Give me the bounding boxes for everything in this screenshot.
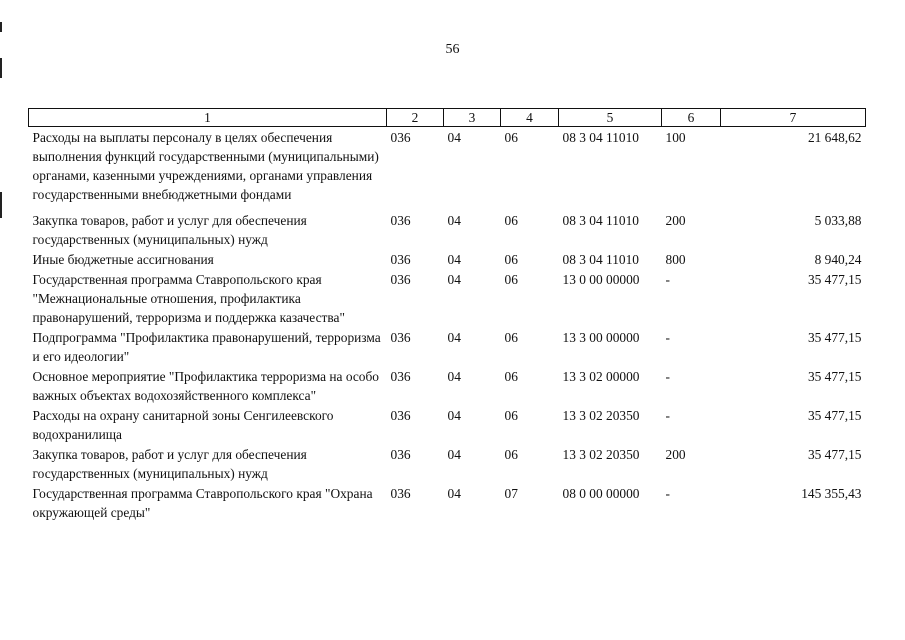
amount: 5 033,88 (814, 213, 862, 228)
target-article-code: 13 3 00 00000 (562, 330, 640, 345)
expense-type-code: - (665, 486, 670, 501)
target-article-code: 08 3 04 11010 (562, 213, 639, 228)
ministry-code: 036 (390, 272, 411, 287)
subsection-code: 06 (504, 130, 518, 145)
table-row (29, 127, 866, 211)
table-row (29, 366, 866, 405)
table-row (29, 405, 866, 444)
amount: 35 477,15 (807, 369, 862, 384)
expense-type-code: 200 (665, 447, 686, 462)
page-number: 56 (445, 42, 460, 57)
ministry-code: 036 (390, 330, 411, 345)
scan-edge-mark (0, 22, 2, 32)
subsection-code: 06 (504, 408, 518, 423)
table-row (29, 210, 866, 249)
amount: 35 477,15 (807, 447, 862, 462)
table-row (29, 483, 866, 522)
section-code: 04 (447, 213, 461, 228)
ministry-code: 036 (390, 213, 411, 228)
col-header: 3 (444, 109, 501, 127)
subsection-code: 06 (504, 272, 518, 287)
target-article-code: 13 3 02 00000 (562, 369, 640, 384)
table-row (29, 249, 866, 269)
table-row (29, 444, 866, 483)
ministry-code: 036 (390, 447, 411, 462)
subsection-code: 07 (504, 486, 518, 501)
amount: 8 940,24 (814, 252, 862, 267)
ministry-code: 036 (390, 369, 411, 384)
expense-type-code: - (665, 408, 670, 423)
ministry-code: 036 (390, 130, 411, 145)
section-code: 04 (447, 272, 461, 287)
ministry-code: 036 (390, 486, 411, 501)
col-header: 6 (662, 109, 721, 127)
section-code: 04 (447, 408, 461, 423)
section-code: 04 (447, 130, 461, 145)
expense-name: Государственная программа Ставропольского края "Межнациональные отношения, профилактика правонарушений, терроризма и поддержка казачества" (32, 272, 345, 325)
subsection-code: 06 (504, 252, 518, 267)
target-article-code: 08 3 04 11010 (562, 130, 639, 145)
target-article-code: 13 3 02 20350 (562, 447, 640, 462)
expense-type-code: 800 (665, 252, 686, 267)
col-header: 7 (721, 109, 866, 127)
col-header: 1 (29, 109, 387, 127)
expense-type-code: - (665, 330, 670, 345)
target-article-code: 08 0 00 00000 (562, 486, 640, 501)
budget-table (28, 108, 866, 522)
section-code: 04 (447, 252, 461, 267)
section-code: 04 (447, 486, 461, 501)
table-row (29, 327, 866, 366)
section-code: 04 (447, 447, 461, 462)
col-header: 4 (501, 109, 559, 127)
amount: 35 477,15 (807, 330, 862, 345)
expense-type-code: - (665, 369, 670, 384)
section-code: 04 (447, 330, 461, 345)
amount: 21 648,62 (807, 130, 862, 145)
expense-name: Закупка товаров, работ и услуг для обеспечения государственных (муниципальных) нужд (32, 213, 307, 247)
subsection-code: 06 (504, 213, 518, 228)
expense-type-code: - (665, 272, 670, 287)
subsection-code: 06 (504, 369, 518, 384)
amount: 35 477,15 (807, 272, 862, 287)
scan-edge-mark (0, 192, 2, 218)
target-article-code: 13 0 00 00000 (562, 272, 640, 287)
subsection-code: 06 (504, 447, 518, 462)
amount: 145 355,43 (801, 486, 862, 501)
table-row (29, 269, 866, 327)
ministry-code: 036 (390, 408, 411, 423)
section-code: 04 (447, 369, 461, 384)
amount: 35 477,15 (807, 408, 862, 423)
expense-name: Расходы на выплаты персоналу в целях обеспечения выполнения функций государственными (муниципальными) органами, казенными учреждениями, органами управления государственными внебюджетными фондами (32, 130, 379, 202)
expense-type-code: 200 (665, 213, 686, 228)
expense-type-code: 100 (665, 130, 686, 145)
target-article-code: 13 3 02 20350 (562, 408, 640, 423)
target-article-code: 08 3 04 11010 (562, 252, 639, 267)
expense-name: Иные бюджетные ассигнования (32, 252, 214, 267)
col-header: 5 (559, 109, 662, 127)
ministry-code: 036 (390, 252, 411, 267)
expense-name: Государственная программа Ставропольского края "Охрана окружающей среды" (32, 486, 373, 520)
expense-name: Расходы на охрану санитарной зоны Сенгилеевского водохранилища (32, 408, 334, 442)
expense-name: Основное мероприятие "Профилактика терроризма на особо важных объектах водохозяйственного комплекса" (32, 369, 380, 403)
expense-name: Закупка товаров, работ и услуг для обеспечения государственных (муниципальных) нужд (32, 447, 307, 481)
scan-edge-mark (0, 58, 2, 78)
col-header: 2 (387, 109, 444, 127)
subsection-code: 06 (504, 330, 518, 345)
table-header-row (29, 109, 866, 127)
expense-name: Подпрограмма "Профилактика правонарушений, терроризма и его идеологии" (32, 330, 381, 364)
